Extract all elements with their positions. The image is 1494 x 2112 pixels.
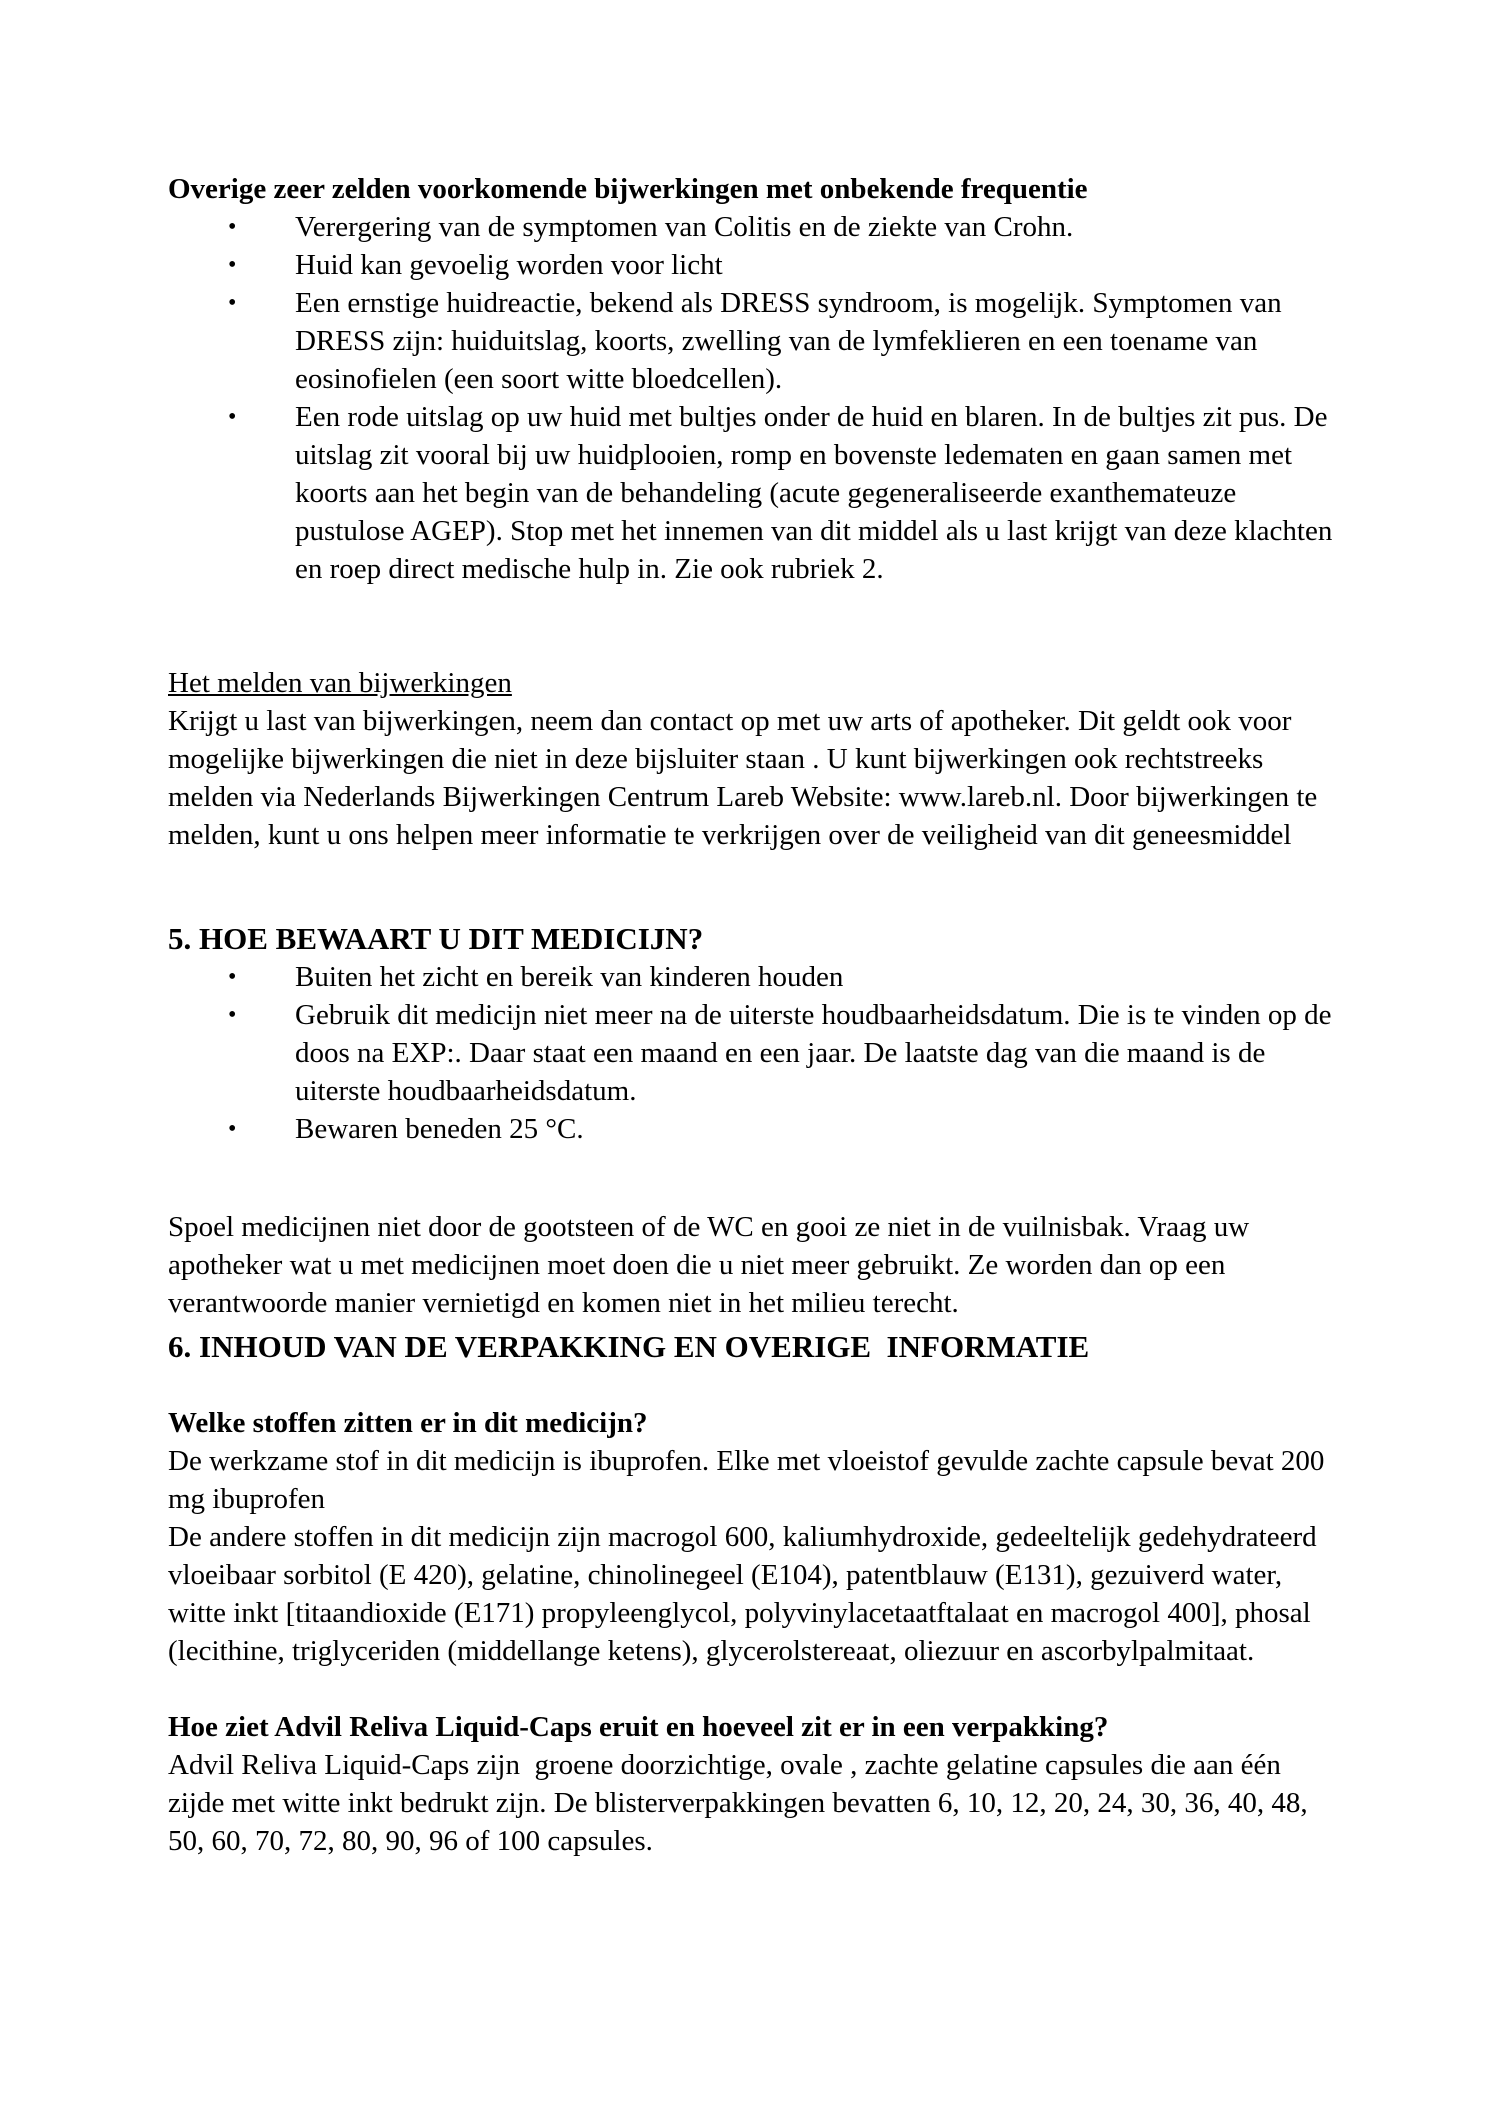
list-item (168, 996, 1339, 1110)
bullet-text: Een rode uitslag op uw huid met bultjes onder de huid en blaren. In de bultjes zit pus. De uitslag zit vooral bij uw huidplooien, romp en bovenste ledematen en gaan samen met koorts aan het begin van de behandeling (acute gegeneraliseerde exanthemateuze pustulose AGEP). Stop met het innemen van dit middel als u last krijgt van deze klachten en roep direct medische hulp in. Zie ook rubriek 2. (295, 401, 1340, 585)
ingredients-heading: Welke stoffen zitten er in dit medicijn? (168, 1407, 648, 1439)
bullet-icon: • (228, 964, 237, 990)
list-item (168, 208, 1334, 246)
ingredients-active-paragraph: De werkzame stof in dit medicijn is ibuprofen. Elke met vloeistof gevulde zachte capsule bevat 200 mg ibuprofen (168, 1445, 1332, 1515)
disposal-paragraph: Spoel medicijnen niet door de gootsteen of de WC en gooi ze niet in de vuilnisbak. Vraag uw apotheker wat u met medicijnen moet doen die u niet meer gebruikt. Ze worden dan op een verantwoorde manier vernietigd en komen niet in het milieu terecht. (168, 1211, 1257, 1319)
reporting-heading: Het melden van bijwerkingen (168, 667, 512, 699)
list-item (168, 398, 1340, 588)
reporting-paragraph: Krijgt u last van bijwerkingen, neem dan contact op met uw arts of apotheker. Dit geldt ook voor mogelijke bijwerkingen die niet in deze bijsluiter staan . U kunt bijwerkingen ook rechtstreeks melden via Nederlands Bijwerkingen Centrum Lareb Website: www.lareb.nl. Door bijwerkingen te melden, kunt u ons helpen meer informatie te verkrijgen over de veiligheid van dit geneesmiddel (168, 705, 1325, 851)
section5-heading: 5. HOE BEWAART U DIT MEDICIJN? (168, 921, 704, 956)
bullet-text: Verergering van de symptomen van Colitis en de ziekte van Crohn. (295, 211, 1074, 243)
bullet-text: Bewaren beneden 25 °C. (295, 1113, 584, 1145)
bullet-icon: • (228, 214, 237, 240)
side-effects-heading: Overige zeer zelden voorkomende bijwerkingen met onbekende frequentie (168, 173, 1088, 205)
list-item (168, 284, 1334, 398)
side-effects-list (168, 208, 1340, 588)
appearance-paragraph: Advil Reliva Liquid-Caps zijn groene doorzichtige, ovale , zachte gelatine capsules die aan één zijde met witte inkt bedrukt zijn. De blisterverpakkingen bevatten 6, 10, 12, 20, 24, 30, 36, 40, 48, 50, 60, 70, 72, 80, 90, 96 of 100 capsules. (168, 1749, 1315, 1857)
bullet-icon: • (228, 1002, 237, 1028)
bullet-icon: • (228, 1116, 237, 1142)
bullet-text: Buiten het zicht en bereik van kinderen houden (295, 961, 844, 993)
section6-heading: 6. INHOUD VAN DE VERPAKKING EN OVERIGE INFORMATIE (168, 1329, 1090, 1364)
bullet-icon: • (228, 404, 237, 430)
ingredients-other-paragraph: De andere stoffen in dit medicijn zijn macrogol 600, kaliumhydroxide, gedeeltelijk gedehydrateerd vloeibaar sorbitol (E 420), gelatine, chinolinegeel (E104), patentblauw (E131), gezuiverd water, witte inkt [titaandioxide (E171) propyleenglycol, polyvinylacetaatftalaat en macrogol 400], phosal (lecithine, triglyceriden (middellange ketens), glycerolstereaat, oliezuur en ascorbylpalmitaat. (168, 1521, 1324, 1667)
bullet-icon: • (228, 252, 237, 278)
list-item (168, 246, 1334, 284)
bullet-text: Huid kan gevoelig worden voor licht (295, 249, 723, 281)
list-item (168, 958, 1334, 996)
appearance-heading: Hoe ziet Advil Reliva Liquid-Caps eruit en hoeveel zit er in een verpakking? (168, 1711, 1109, 1743)
bullet-icon: • (228, 290, 237, 316)
list-item (168, 1110, 1334, 1148)
bullet-text: Een ernstige huidreactie, bekend als DRESS syndroom, is mogelijk. Symptomen van DRESS zijn: huiduitslag, koorts, zwelling van de lymfeklieren en een toename van eosinofielen (een soort witte bloedcellen). (295, 287, 1289, 395)
bullet-text: Gebruik dit medicijn niet meer na de uiterste houdbaarheidsdatum. Die is te vinden op de doos na EXP:. Daar staat een maand en een jaar. De laatste dag van die maand is de uiterste houdbaarheidsdatum. (295, 999, 1339, 1107)
storage-list (168, 958, 1339, 1148)
